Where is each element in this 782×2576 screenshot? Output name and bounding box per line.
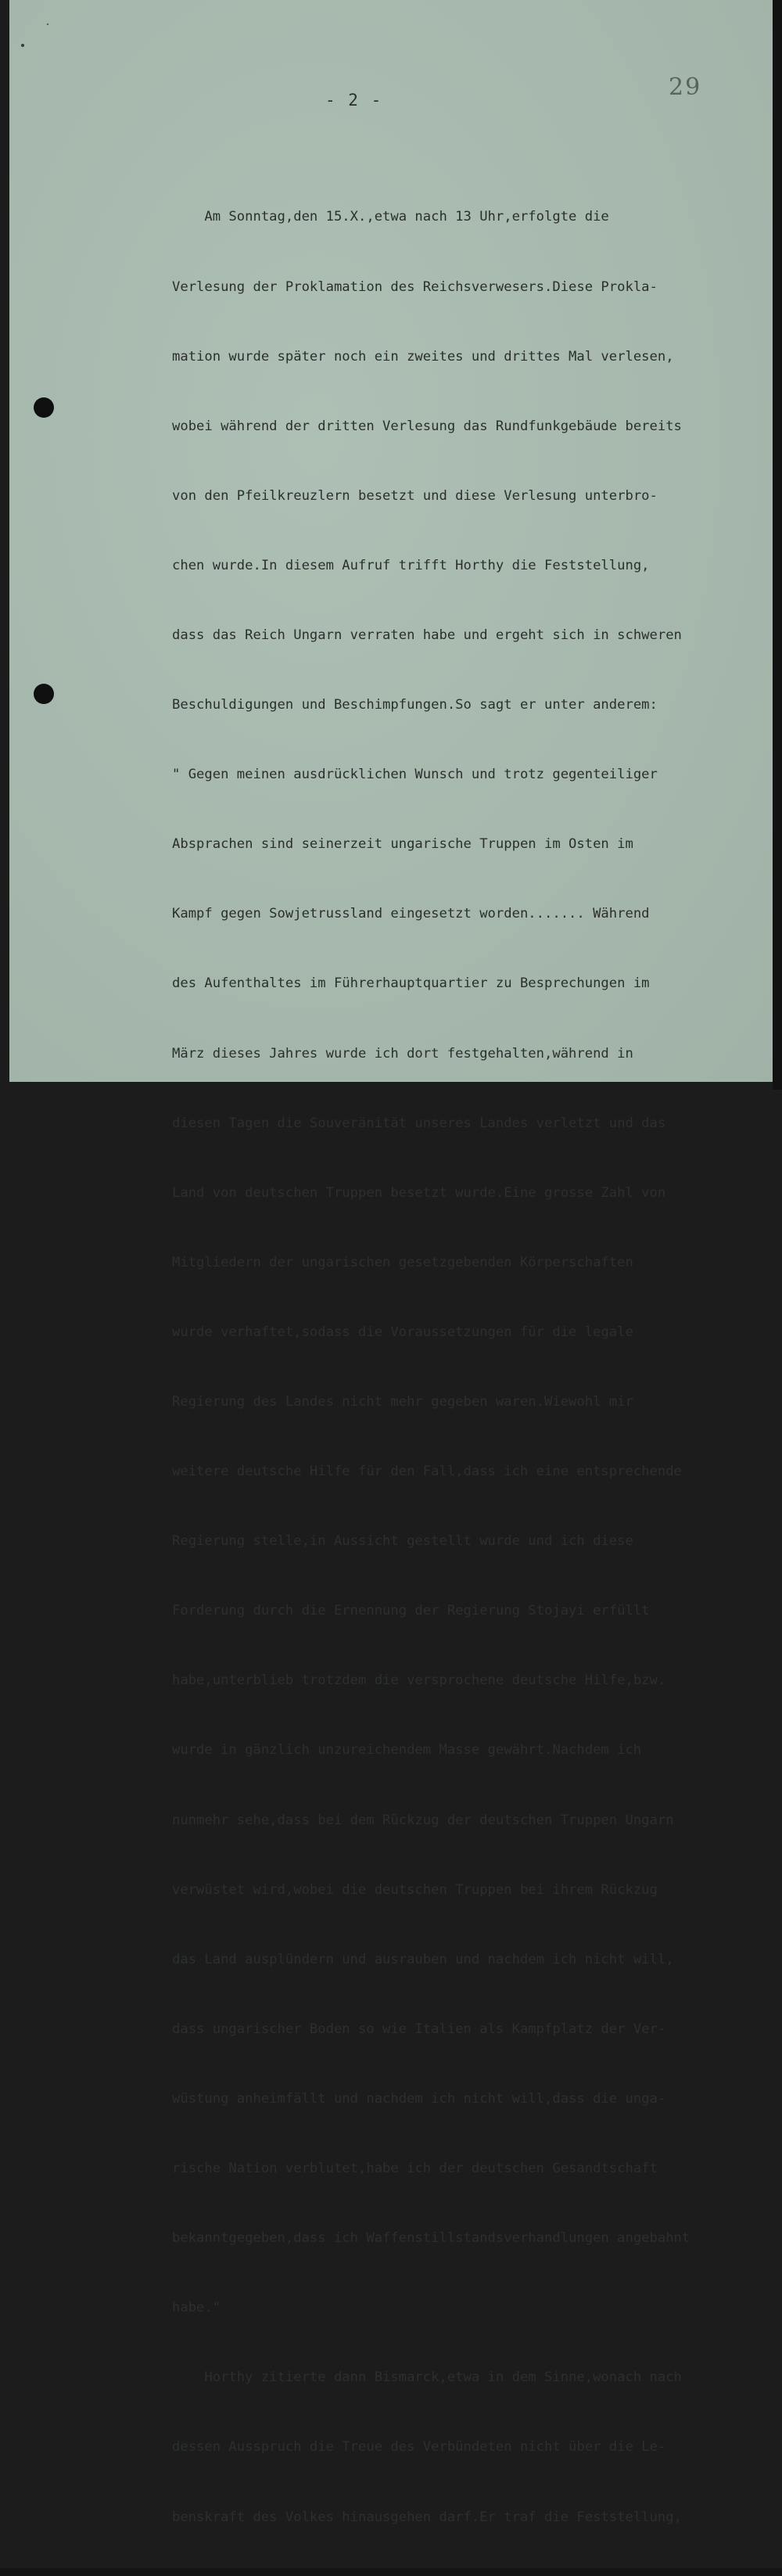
text-line: Absprachen sind seinerzeit ungarische Truppen im Osten im xyxy=(172,836,633,853)
text-line: wobei während der dritten Verlesung das Rundfunkgebäude bereits xyxy=(172,418,682,434)
text-line: rische Nation verblutet,habe ich der deutschen Gesandtschaft xyxy=(172,2161,658,2177)
text-line: dessen Ausspruch die Treue des Verbündeten nicht über die Le- xyxy=(172,2439,666,2456)
text-line: wüstung anheimfällt und nachdem ich nicht will,dass die unga- xyxy=(172,2090,666,2107)
text-line: bekanntgegeben,dass ich Waffenstillstandsverhandlungen angebahnt xyxy=(172,2230,691,2247)
text-line: habe." xyxy=(172,2300,221,2316)
text-line: dass ungarischer Boden so wie Italien als Kampfplatz der Ver- xyxy=(172,2021,666,2037)
paper-speck xyxy=(21,44,24,47)
text-line: das Land ausplündern und ausrauben und nachdem ich nicht will, xyxy=(172,1951,674,1967)
text-line: " Gegen meinen ausdrücklichen Wunsch und trotz gegenteiliger xyxy=(172,767,658,783)
text-line: Horthy zitierte dann Bismarck,etwa in dem Sinne,wonach nach xyxy=(172,2369,682,2386)
punch-hole xyxy=(34,684,54,704)
text-line: mation wurde später noch ein zweites und drittes Mal verlesen, xyxy=(172,348,674,365)
text-line: von den Pfeilkreuzlern besetzt und diese Verlesung unterbro- xyxy=(172,487,658,504)
text-line: nunmehr sehe,dass bei dem Rückzug der deutschen Truppen Ungarn xyxy=(172,1812,674,1828)
punch-hole xyxy=(34,397,54,418)
text-line: verwüstet wird,wobei die deutschen Truppen bei ihrem Rückzug xyxy=(172,1881,658,1898)
archive-number: 29 xyxy=(669,74,702,101)
text-line: Kampf gegen Sowjetrussland eingesetzt worden....... Während xyxy=(172,906,650,922)
text-line: Beschuldigungen und Beschimpfungen.So sagt er unter anderem: xyxy=(172,697,658,713)
body-text xyxy=(172,160,690,2576)
document-page xyxy=(9,0,773,2525)
text-line: des Aufenthaltes im Führerhauptquartier zu Besprechungen im xyxy=(172,975,650,992)
text-line: Mitgliedern der ungarischen gesetzgebenden Körperschaften xyxy=(172,1254,633,1270)
text-line: weitere deutsche Hilfe für den Fall,dass ich eine entsprechende xyxy=(172,1464,682,1480)
scan-edge-right xyxy=(773,0,782,1090)
text-line: wurde in gänzlich unzureichendem Masse gewährt.Nachdem ich xyxy=(172,1742,642,1759)
text-line: wurde verhaftet,sodass die Voraussetzungen für die legale xyxy=(172,1324,633,1340)
text-line: März dieses Jahres wurde ich dort festgehalten,während in xyxy=(172,1045,633,1062)
scan-edge-bottom xyxy=(0,2568,782,2576)
page-number: - 2 - xyxy=(325,91,383,110)
text-line: Regierung des Landes nicht mehr gegeben waren.Wiewohl mir xyxy=(172,1394,633,1410)
text-line: dass das Reich Ungarn verraten habe und ergeht sich in schweren xyxy=(172,627,682,643)
text-line: Land von deutschen Truppen besetzt wurde.Eine grosse Zahl von xyxy=(172,1184,666,1201)
text-line: Forderung durch die Ernennung der Regierung Stojayi erfüllt xyxy=(172,1603,650,1619)
text-line: chen wurde.In diesem Aufruf trifft Horthy die Feststellung, xyxy=(172,557,650,573)
text-line: Regierung stelle,in Aussicht gestellt wurde und ich diese xyxy=(172,1533,633,1550)
text-line: Verlesung der Proklamation des Reichsverwesers.Diese Prokla- xyxy=(172,278,658,295)
paper-speck xyxy=(47,23,48,25)
text-line: Am Sonntag,den 15.X.,etwa nach 13 Uhr,erfolgte die xyxy=(172,209,609,225)
text-line: benskraft des Volkes hinausgehen darf.Er traf die Feststellung, xyxy=(172,2509,682,2525)
text-line: diesen Tagen die Souveränität unseres Landes verletzt und das xyxy=(172,1115,666,1131)
text-line: habe,unterblieb trotzdem die versprochene deutsche Hilfe,bzw. xyxy=(172,1672,666,1689)
